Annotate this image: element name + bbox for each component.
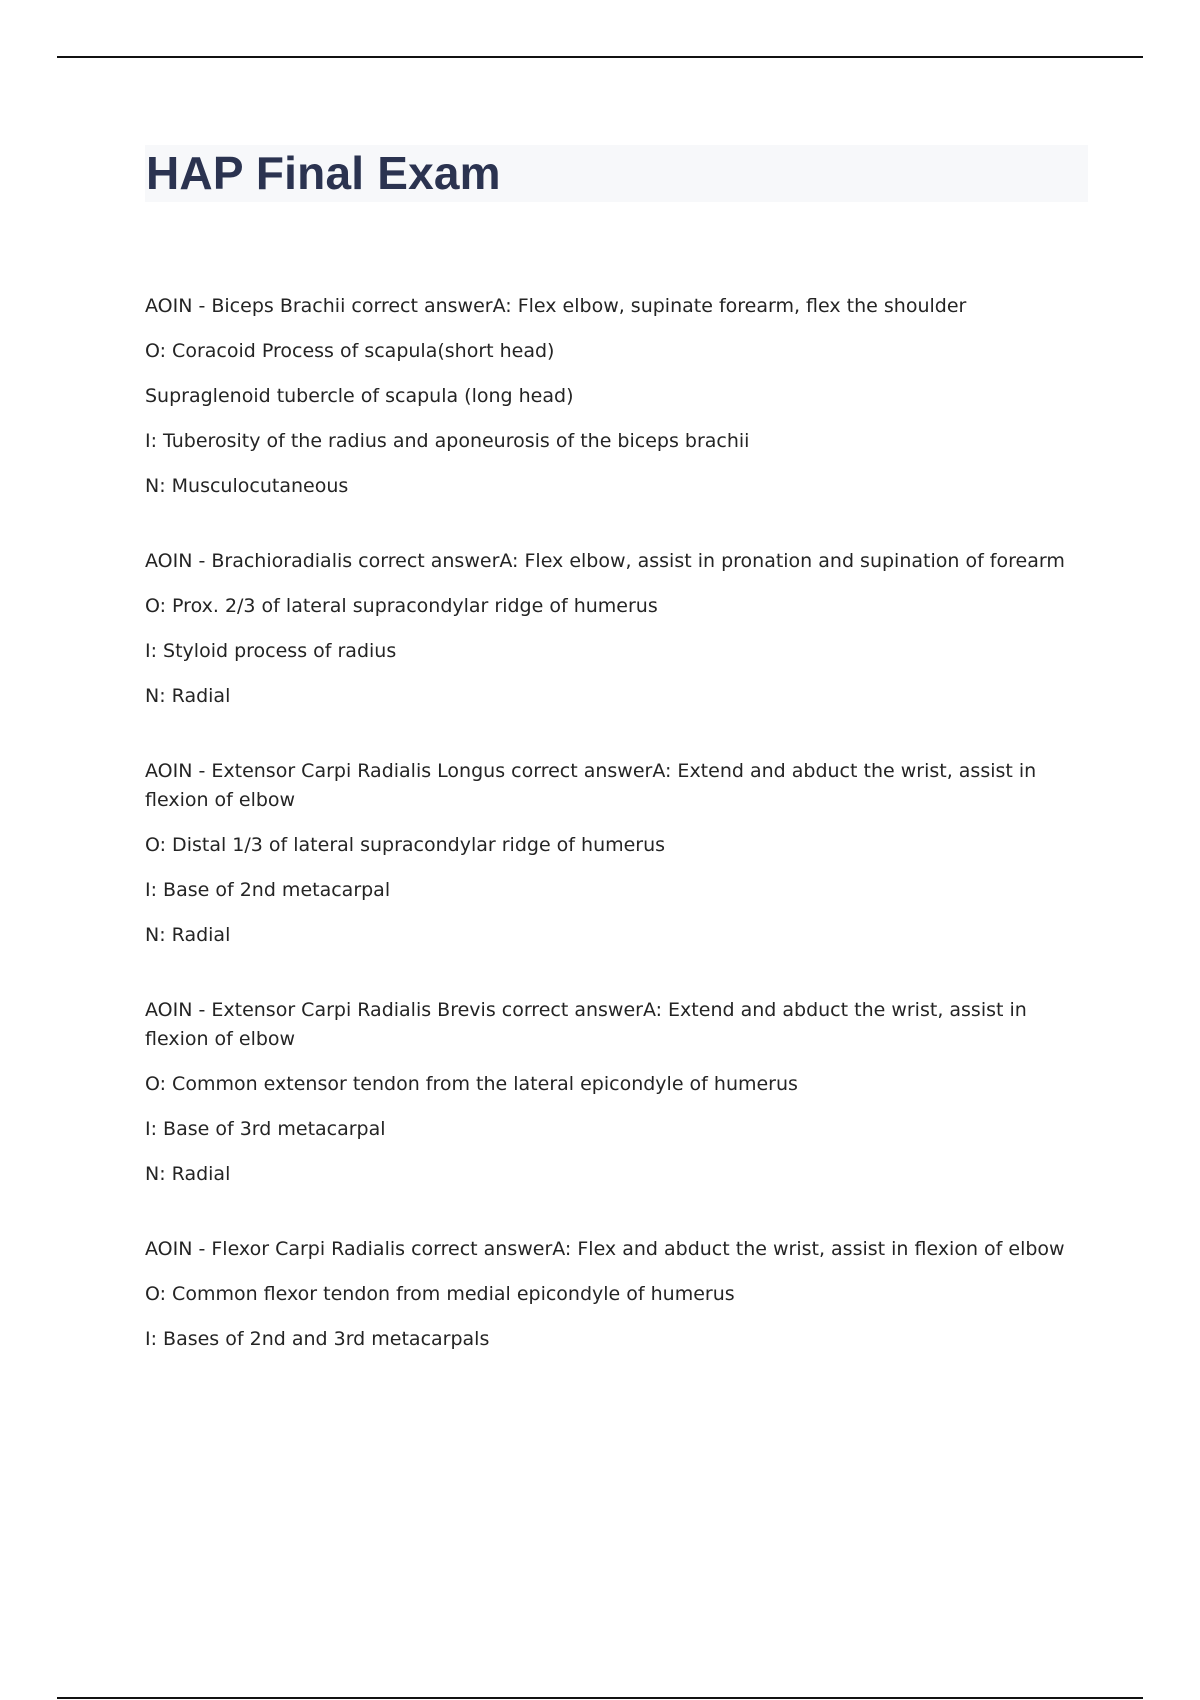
entry-origin-cont: Supraglenoid tubercle of scapula (long head) <box>145 385 574 407</box>
entry-nerve: N: Radial <box>145 924 231 946</box>
entry-extensor-carpi-radialis-brevis <box>145 996 1080 1189</box>
top-rule <box>57 56 1143 58</box>
entry-heading: AOIN - Extensor Carpi Radialis Longus correct answerA: Extend and abduct the wrist, assist in flexion of elbow <box>145 760 1037 811</box>
document-body <box>145 292 1080 1400</box>
entry-extensor-carpi-radialis-longus <box>145 757 1080 950</box>
entry-origin: O: Common flexor tendon from medial epicondyle of humerus <box>145 1283 735 1305</box>
entry-heading: AOIN - Biceps Brachii correct answerA: Flex elbow, supinate forearm, flex the shoulder <box>145 295 967 317</box>
entry-flexor-carpi-radialis <box>145 1235 1080 1354</box>
entry-origin: O: Distal 1/3 of lateral supracondylar ridge of humerus <box>145 834 666 856</box>
entry-heading: AOIN - Extensor Carpi Radialis Brevis correct answerA: Extend and abduct the wrist, assist in flexion of elbow <box>145 999 1027 1050</box>
entry-insertion: I: Base of 3rd metacarpal <box>145 1118 386 1140</box>
entry-heading: AOIN - Brachioradialis correct answerA: Flex elbow, assist in pronation and supination of forearm <box>145 550 1065 572</box>
entry-insertion: I: Base of 2nd metacarpal <box>145 879 391 901</box>
entry-nerve: N: Radial <box>145 685 231 707</box>
entry-nerve: N: Musculocutaneous <box>145 475 349 497</box>
entry-origin: O: Prox. 2/3 of lateral supracondylar ridge of humerus <box>145 595 658 617</box>
entry-insertion: I: Tuberosity of the radius and aponeurosis of the biceps brachii <box>145 430 750 452</box>
entry-origin: O: Coracoid Process of scapula(short head) <box>145 340 555 362</box>
page-title: HAP Final Exam <box>146 147 501 199</box>
entry-origin: O: Common extensor tendon from the lateral epicondyle of humerus <box>145 1073 798 1095</box>
entry-insertion: I: Styloid process of radius <box>145 640 397 662</box>
bottom-rule <box>57 1697 1143 1699</box>
entry-brachioradialis <box>145 547 1080 711</box>
entry-biceps-brachii <box>145 292 1080 501</box>
entry-heading: AOIN - Flexor Carpi Radialis correct answerA: Flex and abduct the wrist, assist in flexion of elbow <box>145 1238 1065 1260</box>
entry-insertion: I: Bases of 2nd and 3rd metacarpals <box>145 1328 490 1350</box>
entry-nerve: N: Radial <box>145 1163 231 1185</box>
